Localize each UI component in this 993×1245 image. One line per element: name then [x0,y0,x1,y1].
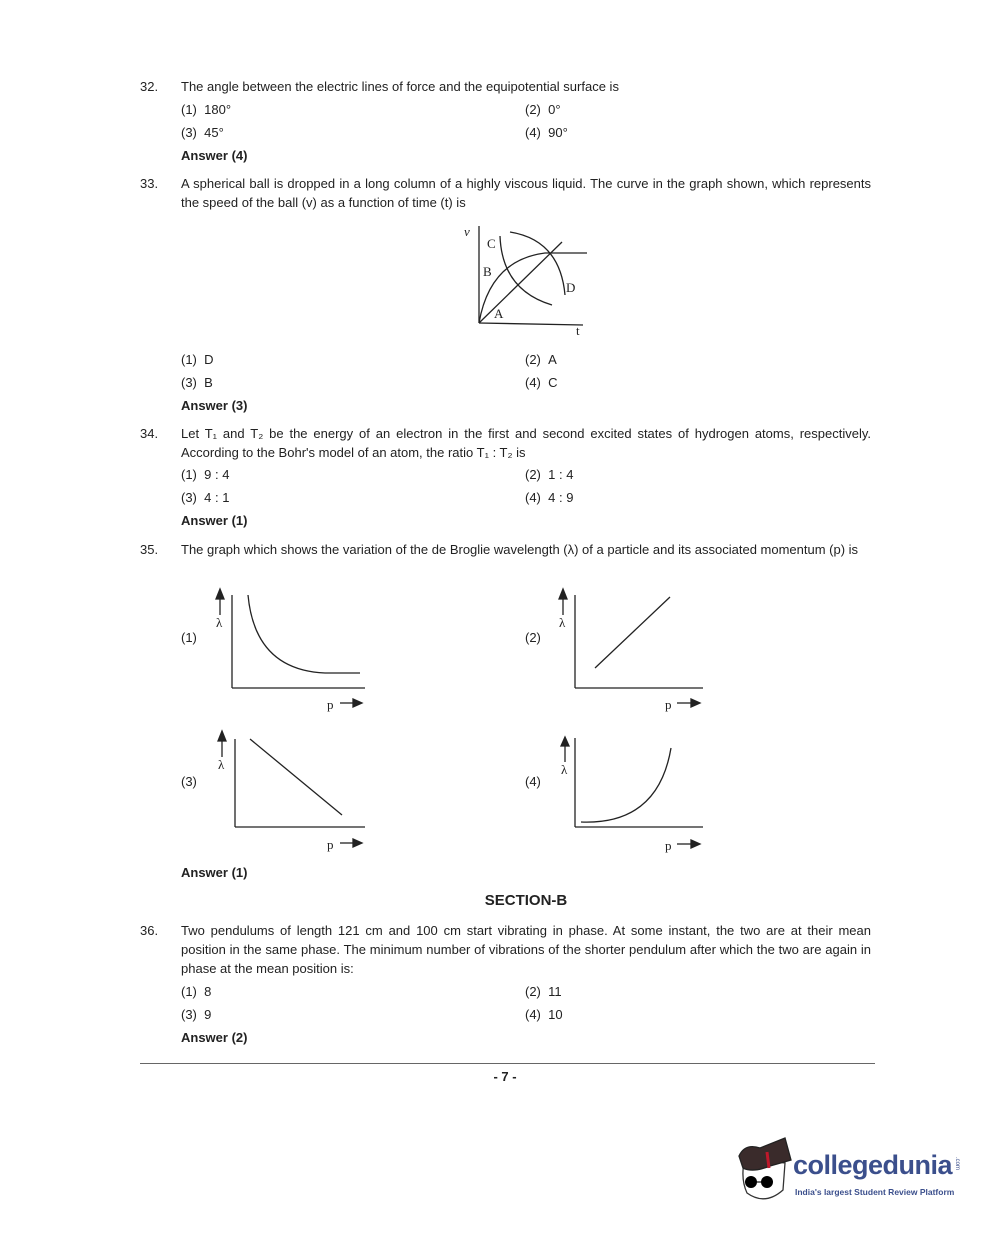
question-text: Two pendulums of length 121 cm and 100 cm start vibrating in phase. At some instant, the two are at their mean position in the same phase. The minimum number of vibrations of the shorter pendulum after which the two are again in phase at the mean position is: [181,923,871,976]
curve-label-d: D [566,280,576,295]
axis-label-t: t [576,323,580,338]
axis-label-p: p [327,837,334,852]
option-number: (2) [525,630,541,645]
question-number: 33. [140,176,159,191]
option: (4) 4 : 9 [525,490,574,505]
logo-wordmark: collegedunia [793,1150,953,1180]
option: (1) D [181,352,214,367]
option: (4) 90° [525,125,568,140]
option: (2) 1 : 4 [525,467,574,482]
axis-label-p: p [665,838,672,853]
graph-option-2 [553,585,713,715]
axis-label-lambda: λ [559,615,566,630]
option: (2) 11 [525,984,562,999]
section-heading: SECTION-B [484,892,568,909]
question-text: The angle between the electric lines of force and the equipotential surface is [181,79,619,94]
axis-label-p: p [665,697,672,712]
question-number: 35. [140,542,159,557]
answer: Answer (4) [181,148,248,163]
footer-divider [140,1063,875,1064]
question-number: 34. [140,426,159,441]
option: (1) 180° [181,102,232,117]
answer: Answer (2) [181,1030,248,1045]
option: (3) 9 [181,1007,212,1022]
question-text: Let T₁ and T₂ be the energy of an electron in the first and second excited states of hydrogen atoms, respectively. According to the Bohr's model of an atom, the ratio T₁ : T₂ is [181,426,871,460]
curve-label-a: A [494,306,504,321]
axis-label-lambda: λ [216,615,223,630]
page-number: - 7 - [493,1069,517,1084]
option-number: (4) [525,774,541,789]
option: (2) 0° [525,102,561,117]
option: (2) A [525,352,557,367]
question-number: 32. [140,79,159,94]
answer: Answer (3) [181,398,248,413]
option: (4) C [525,375,558,390]
velocity-time-graph [450,220,600,340]
graph-option-4 [553,730,713,860]
collegedunia-mascot-icon [735,1138,795,1208]
logo-suffix: .com [954,1157,960,1171]
curve-label-c: C [487,236,496,251]
question-number: 36. [140,923,159,938]
option: (4) 10 [525,1007,563,1022]
option: (3) 45° [181,125,224,140]
question-text: The graph which shows the variation of the de Broglie wavelength (λ) of a particle and its associated momentum (p) is [181,542,859,557]
curve-label-b: B [483,264,492,279]
answer: Answer (1) [181,513,248,528]
axis-label-p: p [327,697,334,712]
option: (1) 8 [181,984,212,999]
graph-option-1 [210,585,370,715]
option: (3) 4 : 1 [181,490,230,505]
option: (1) 9 : 4 [181,467,230,482]
option-number: (3) [181,774,197,789]
answer: Answer (1) [181,865,248,880]
logo-tagline: India's largest Student Review Platform [795,1187,955,1197]
graph-option-3 [210,727,370,857]
axis-label-v: v [464,224,470,239]
option-number: (1) [181,630,197,645]
axis-label-lambda: λ [218,757,225,772]
option: (3) B [181,375,213,390]
question-text: A spherical ball is dropped in a long column of a highly viscous liquid. The curve in the graph shown, which represents the speed of the ball (v) as a function of time (t) is [181,176,871,210]
axis-label-lambda: λ [561,762,568,777]
